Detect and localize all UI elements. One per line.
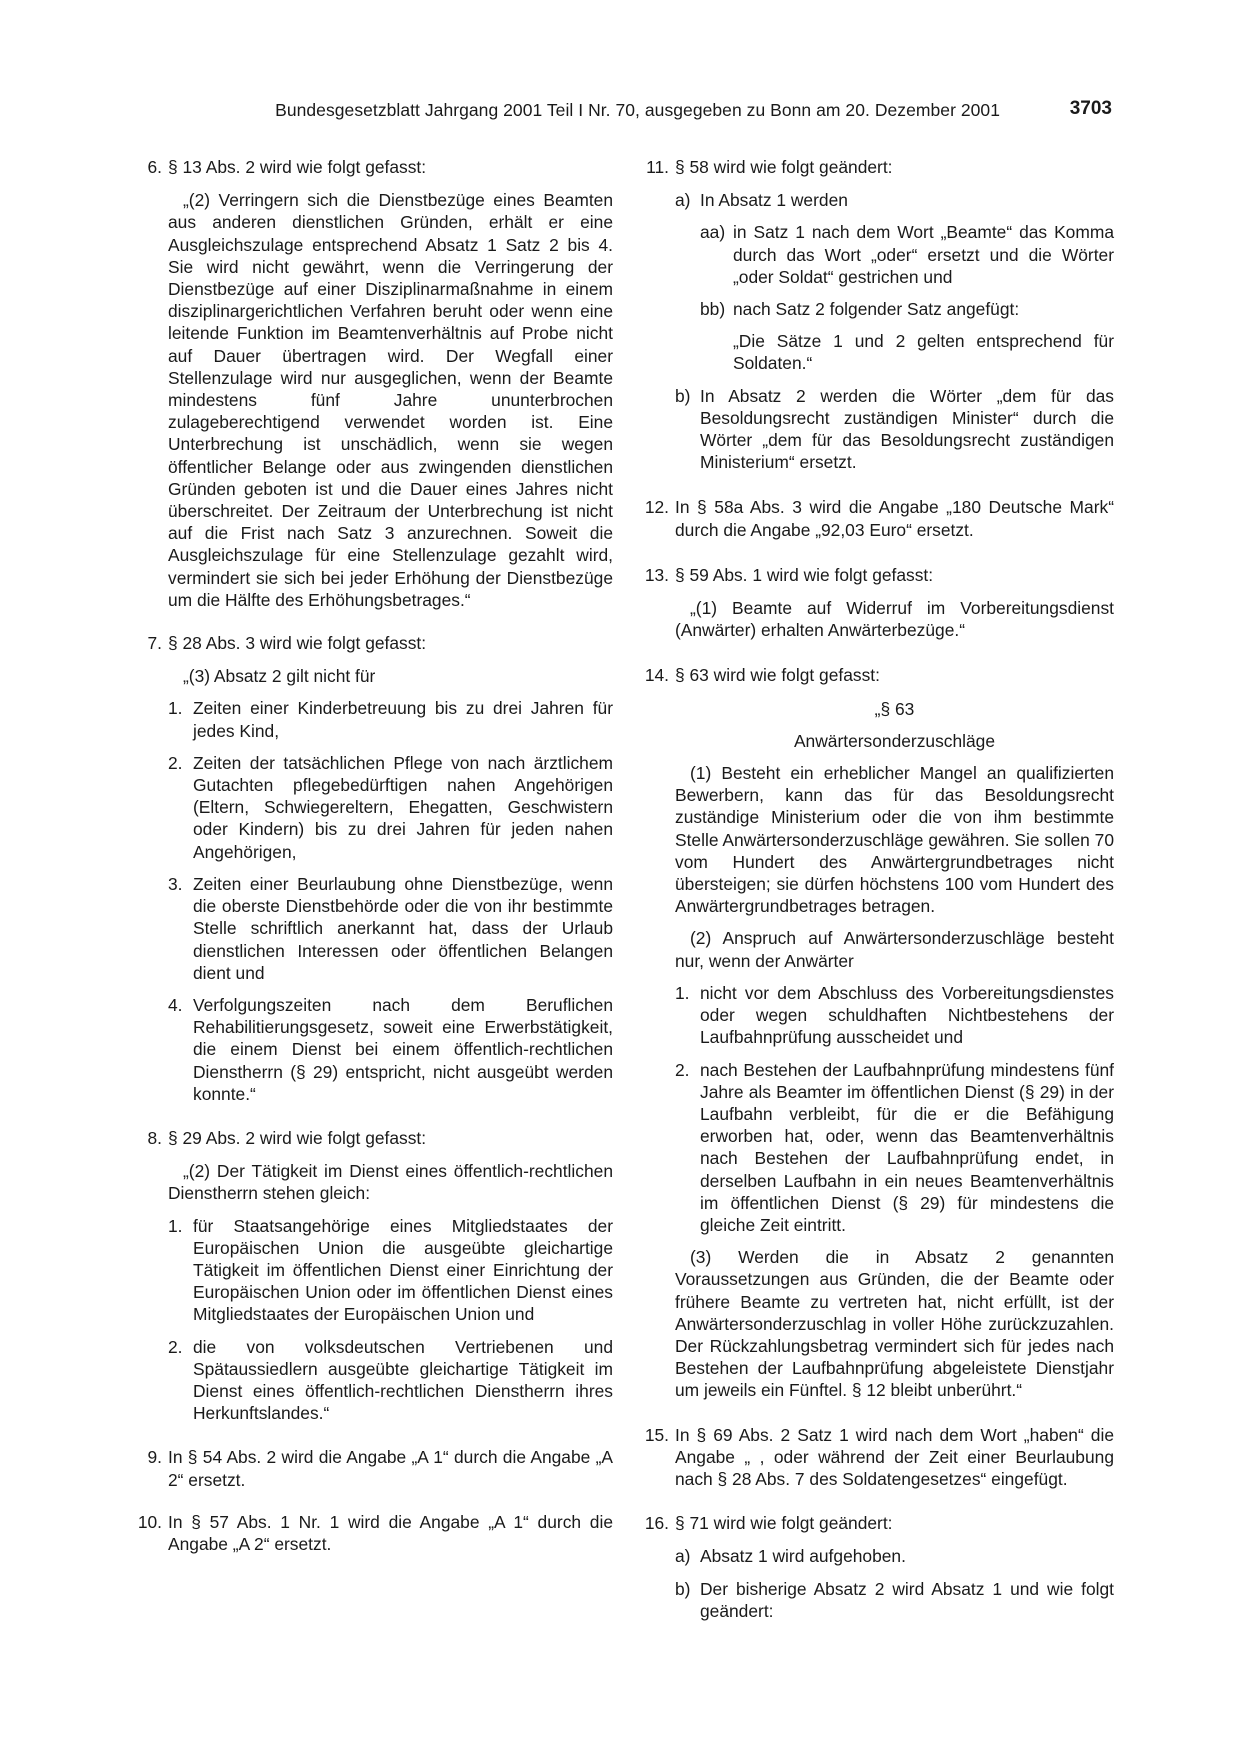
item-text: In § 69 Abs. 2 Satz 1 wird nach dem Wort „haben“ die Angabe „ , oder während der Zeit einer Beurlaubung nach § 28 Abs. 7 des Soldatengesetzes“ eingefügt.: [675, 1424, 1114, 1489]
subitem-aa: [700, 221, 1114, 288]
list-label: 2.: [168, 752, 183, 773]
left-column: [130, 156, 613, 1555]
item-number: 13.: [644, 564, 669, 585]
list-text: Zeiten einer Kinderbetreuung bis zu drei Jahren für jedes Kind,: [193, 698, 613, 741]
quoted-sentence: „Die Sätze 1 und 2 gelten entsprechend für Soldaten.“: [733, 331, 1114, 374]
list-text: Verfolgungszeiten nach dem Beruflichen Rehabilitierungsgesetz, soweit eine Erwerbstätigkeit, die einem Dienst bei einem öffentlich-rechtlichen Dienstherrn (§ 29) entspricht, nicht ausgeübt werden konnte.“: [193, 994, 613, 1104]
subitem-bb: [700, 298, 1114, 375]
subitem-b: [675, 1578, 1114, 1622]
list-item: [168, 752, 613, 863]
subitem-b: [675, 385, 1114, 474]
subitem-a: [675, 1545, 1114, 1567]
list-text: nicht vor dem Abschluss des Vorbereitungsdienstes oder wegen schuldhaften Nichtbestehens der Laufbahnprüfung ausscheidet und: [700, 982, 1114, 1048]
item-12: [637, 496, 1114, 540]
item-number: 12.: [644, 497, 669, 518]
item-11: [637, 156, 1114, 473]
subitem-label: b): [675, 1578, 691, 1599]
subitem-label: bb): [700, 299, 726, 320]
item-number: 7.: [147, 633, 162, 654]
list-label: 2.: [675, 1059, 690, 1080]
list-item: [168, 873, 613, 984]
subitem-text: In Absatz 2 werden die Wörter „dem für das Besoldungsrecht zuständigen Minister“ durch die Wörter „dem für das Besoldungsrecht zuständigen Ministerium“ ersetzt.: [700, 385, 1114, 473]
item-9: [130, 1446, 613, 1490]
item-10: [130, 1511, 613, 1555]
list-item: [675, 1059, 1114, 1237]
list-label: 1.: [168, 698, 183, 719]
item-number: 11.: [646, 157, 669, 177]
subitem-text: Absatz 1 wird aufgehoben.: [700, 1546, 906, 1567]
list-text: Zeiten der tatsächlichen Pflege von nach ärztlichem Gutachten pflegebedürftigen nahen Angehörigen (Eltern, Schwiegereltern, Ehegatten, Geschwistern oder Kindern) bis zu drei Jahren für jeden nahen Angehörigen,: [193, 752, 613, 862]
list-item: [168, 697, 613, 741]
item-number: 6.: [147, 157, 162, 177]
paragraph-1: (1) Besteht ein erheblicher Mangel an qualifizierten Bewerbern, kann das für das Besoldungsrecht zuständige Ministerium oder die von ihm bestimmte Stelle Anwärtersonderzuschläge gewähren. Sie sollen 70 vom Hundert des Anwärtergrundbetrages nicht übersteigen; sie dürfen höchstens 100 vom Hundert des Anwärtergrundbetrages betragen.: [675, 763, 1114, 917]
item-6: [130, 156, 613, 611]
list-label: 4.: [168, 994, 183, 1015]
list-label: 3.: [168, 873, 183, 894]
quoted-paragraph: „(1) Beamte auf Widerruf im Vorbereitungsdienst (Anwärter) erhalten Anwärterbezüge.“: [675, 598, 1114, 641]
item-14: [637, 664, 1114, 1401]
subitem-text: Der bisherige Absatz 2 wird Absatz 1 und wie folgt geändert:: [700, 1578, 1114, 1621]
subitem-label: b): [675, 385, 691, 406]
item-16: [637, 1512, 1114, 1622]
running-head-text: Bundesgesetzblatt Jahrgang 2001 Teil I Nr. 70, ausgegeben zu Bonn am 20. Dezember 2001: [275, 100, 1000, 120]
list-text: die von volksdeutschen Vertriebenen und Spätaussiedlern ausgeübte gleichartige Tätigkeit im Dienst eines öffentlich-rechtlichen Dienstherrn ihres Herkunftslandes.“: [193, 1336, 613, 1424]
paragraph-3: (3) Werden die in Absatz 2 genannten Voraussetzungen aus Gründen, die der Beamte oder frühere Beamte zu vertreten hat, nicht erfüllt, ist der Anwärtersonderzuschlag in voller Höhe zurückzuzahlen. Der Rückzahlungsbetrag vermindert sich für jedes nach Bestehen der Laufbahnprüfung abgeleistete Dienstjahr um jeweils ein Fünftel. § 12 bleibt unberührt.“: [675, 1247, 1114, 1401]
subitem-text: in Satz 1 nach dem Wort „Beamte“ das Komma durch das Wort „oder“ ersetzt und die Wörter „oder Soldat“ gestrichen und: [733, 222, 1114, 287]
list-item: [675, 982, 1114, 1049]
subitem-label: aa): [700, 222, 726, 243]
item-number: 15.: [644, 1424, 669, 1445]
item-7: [130, 632, 613, 1105]
item-number: 8.: [147, 1127, 162, 1148]
item-heading: § 29 Abs. 2 wird wie folgt gefasst:: [168, 1127, 427, 1148]
subitem-label: a): [675, 1546, 691, 1567]
list-text: nach Bestehen der Laufbahnprüfung mindestens fünf Jahre als Beamter im öffentlichen Dienst (§ 29) in der Laufbahn verbleibt, für die er die Befähigung erworben hat, oder, wenn das Beamtenverhältnis nach Bestehen der Laufbahnprüfung endet, in derselben Laufbahn in ein neues Beamtenverhältnis im öffentlichen Dienst (§ 29) für mindestens die gleiche Zeit eintritt.: [700, 1059, 1114, 1235]
list-label: 1.: [168, 1215, 183, 1236]
item-15: [637, 1424, 1114, 1491]
list-text: Zeiten einer Beurlaubung ohne Dienstbezüge, wenn die oberste Dienstbehörde oder die von ihr bestimmte Stelle schriftlich anerkannt hat, dass der Urlaub dienstlichen Interessen oder öffentlichen Belangen dient und: [193, 873, 613, 983]
list-text: für Staatsangehörige eines Mitgliedstaates der Europäischen Union die ausgeübte gleichartige Tätigkeit im öffentlichen Dienst einer Einrichtung der Europäischen Union oder im öffentlichen Dienst eines Mitgliedstaates der Europäischen Union und: [193, 1215, 613, 1325]
item-heading: § 13 Abs. 2 wird wie folgt gefasst:: [168, 157, 427, 177]
item-number: 14.: [644, 665, 669, 686]
section-title: Anwärtersonderzuschläge: [793, 730, 996, 751]
list-label: 1.: [675, 982, 690, 1003]
right-column: [637, 156, 1114, 1622]
item-8: [130, 1127, 613, 1424]
item-text: In § 58a Abs. 3 wird die Angabe „180 Deutsche Mark“ durch die Angabe „92,03 Euro“ ersetzt.: [675, 497, 1114, 540]
list-item: [168, 1336, 613, 1425]
list-label: 2.: [168, 1336, 183, 1357]
item-text: In § 57 Abs. 1 Nr. 1 wird die Angabe „A 1“ durch die Angabe „A 2“ ersetzt.: [168, 1511, 613, 1554]
quoted-intro: „(2) Der Tätigkeit im Dienst eines öffentlich-rechtlichen Dienstherrn stehen gleich:: [168, 1161, 613, 1204]
item-number: 16.: [644, 1513, 669, 1534]
quoted-paragraph: „(2) Verringern sich die Dienstbezüge eines Beamten aus anderen dienstlichen Gründen, erhält er eine Ausgleichszulage entsprechend Absatz 1 Satz 2 bis 4. Sie wird nicht gewährt, wenn die Verringerung der Dienstbezüge auf einer Disziplinarmaßnahme in einem disziplinargerichtlichen Verfahren beruht oder wenn eine leitende Funktion im Beamtenverhältnis auf Probe nicht auf Dauer übertragen wird. Der Wegfall einer Stellenzulage wird nur ausgeglichen, wenn der Beamte mindestens fünf Jahre ununterbrochen zulageberechtigend verwendet worden ist. Eine Unterbrechung ist unschädlich, wenn sie wegen öffentlicher Belange oder aus zwingenden dienstlichen Gründen geboten ist und die Dauer eines Jahres nicht überschreitet. Der Zeitraum der Unterbrechung ist nicht auf die Frist nach Satz 3 anzurechnen. Soweit die Ausgleichszulage für eine Stellenzulage gezahlt wird, vermindert sie sich bei jeder Erhöhung der Dienstbezüge um die Hälfte des Erhöhungsbetrages.“: [168, 190, 613, 610]
item-heading: § 71 wird wie folgt geändert:: [675, 1513, 893, 1534]
running-header: [0, 100, 1240, 128]
item-heading: § 28 Abs. 3 wird wie folgt gefasst:: [168, 633, 427, 654]
section-number: „§ 63: [874, 698, 915, 719]
item-number: 9.: [147, 1447, 162, 1468]
paragraph-2: (2) Anspruch auf Anwärtersonderzuschläge besteht nur, wenn der Anwärter: [675, 928, 1114, 971]
item-text: In § 54 Abs. 2 wird die Angabe „A 1“ durch die Angabe „A 2“ ersetzt.: [168, 1447, 613, 1490]
list-item: [168, 1215, 613, 1326]
item-heading: § 59 Abs. 1 wird wie folgt gefasst:: [675, 564, 934, 585]
item-13: [637, 564, 1114, 642]
subitem-text: nach Satz 2 folgender Satz angefügt:: [733, 299, 1020, 320]
subitem-text: In Absatz 1 werden: [700, 190, 848, 211]
subitem-a: [675, 189, 1114, 374]
subitem-label: a): [675, 190, 691, 211]
page-number: 3703: [1069, 98, 1112, 119]
item-heading: § 58 wird wie folgt geändert:: [675, 157, 893, 177]
item-heading: § 63 wird wie folgt gefasst:: [675, 665, 880, 686]
item-number: 10.: [137, 1511, 162, 1532]
quoted-intro: „(3) Absatz 2 gilt nicht für: [183, 666, 376, 687]
list-item: [168, 994, 613, 1105]
